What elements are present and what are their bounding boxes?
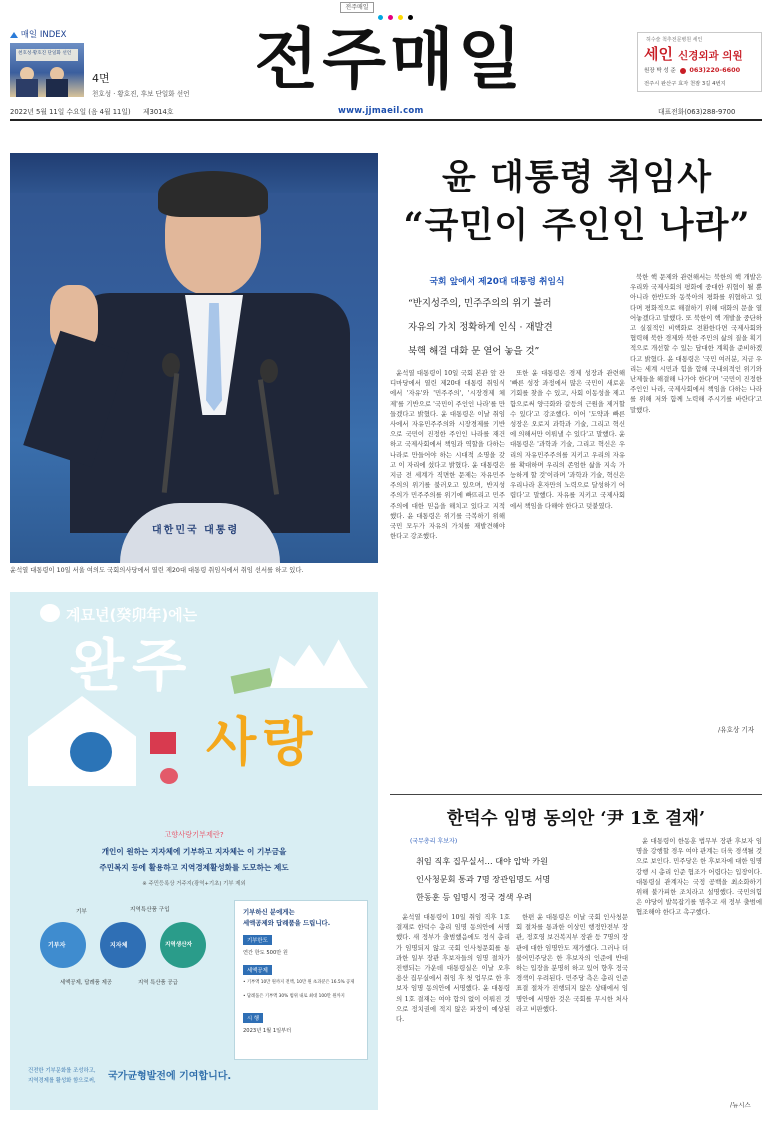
strawberry-icon [160,768,178,784]
lead-body-col-2: 또한 윤 대통령은 경제 성장과 관련해 '빠른 성장 과정에서 많은 국민이 새로운 기회를 찾을 수 있고, 사회 이동성을 제고함으로써 양극화와 갈등의 근원을 제거할 수 있다'고 강조했다. 이어 '도약과 빠른 성장은 오로지 과학과 기술, 그리고 혁신에 의해서만 이뤄낼 수 있다'고 말했다. 윤 대통령은 '과학과 기술, 그리고 혁신은 우리의 자유민주주의를 지키고 우리의 자유를 확대하며 우리의 존엄한 삶을 지속 가능하게 할 것'이라며 '과학과 기술, 혁신은 우리나라 혼자만의 노력으로 달성하기 어렵다'고 말했다. 자유를 지키고 국제사회에서 책임을 다해야 한다고 덧붙였다. [510,369,625,510]
lead-body-col-3: 북한 핵 문제와 관련해서는 북한의 핵 개발은 우리와 국제사회의 평화에 중대한 위협이 될 뿐 아니라 한반도와 동북아의 평화를 위협하고 있다며 평화적으로 해결하기 위해 대화의 문을 열어놓겠다고 말했다. 또 북한이 핵 개발을 중단하고 실질적인 비핵화로 전환한다면 국제사회와 협력해 북한 경제와 북한 주민의 삶의 질을 획기적으로 개선할 수 있는 담대한 계획을 준비하겠다고 밝혔다. 윤 대통령은 '국민 여러분, 지금 우리는 세계 시민과 힘을 합해 국내외적인 위기와 난제들을 해결해 나가야 한다'며 '국민이 진정한 주인인 나라, 국제사회에서 책임을 다하는 나라를 위해 저와 함께 노력해 주시기를 바란다'고 말했다. [630,273,762,414]
person-illustration [70,732,112,772]
lead-body-col-1: 윤석열 대통령이 10일 국회 본관 앞 잔디마당에서 열린 제20대 대통령 취임식에서 '자유'와 '민주주의', '시장경제 체제'를 기반으로 '국민이 주인인 나라'를 만들겠다고 밝혔다. 윤 대통령은 이날 취임사에서 자유민주주의와 시장경제를 기반으로 국민이 진정한 주인인 나라를 재건하고 국제사회에서 책임과 역할을 다하는 나라로 만들어야 하는 시대적 소명을 갖고 이 자리에 섰다고 밝혔다. 윤 대통령은 지금 전 세계가 직면한 문제는 자유민주주의의 위기를 불러오고 있으며, 반지성주의가 민주주의를 위기에 빠뜨리고 민주주의에 대한 믿음을 해치고 있다고 지적했다. 윤 대통령은 위기를 극복하기 위해 국민 모두가 자유의 가치를 재발견해야 한다고 강조했다. [390,369,505,541]
ad-brand-sub: 신경외과 의원 [678,50,743,62]
rabbit-icon [40,604,60,622]
benefit-box: 기부하신 분에게는 세액공제와 답례품을 드립니다. 기부한도 연간 한도 500만 원 세액공제 • 기부액 10만 원까지 전액, 10만 원 초과분은 16.5% 공제 • 답례품은 기부액 30% 범위 내로 최대 100만 원까지 시 행 2023년 1월 1일부터 [234,900,368,1060]
second-subheads: 취임 직후 집무실서… 대야 압박 카원 인사청문회 통과 7명 장관임명도 서명 한동훈 등 임명시 정국 경색 우려 [416,856,551,902]
index-box [10,30,250,102]
masthead-rule [10,119,762,121]
date-line: 2022년 5월 11일 수요일 (음 4월 11일) 제3014호 [10,108,174,116]
second-body-col-3: 윤 대통령이 한동훈 법무부 장관 후보자 임명을 강행할 경우 여야 관계는 더욱 경색될 것으로 보인다. 민주당은 한 후보자에 대한 임명 강행 시 총리 인준 협조가 어렵다는 입장이다. 대통령실 관계자는 국정 공백을 최소화하기 위해 불가피한 조치라고 설명했다. 국민의힘은 야당이 발목잡기를 멈추고 새 정부 출범에 협조해야 한다고 촉구했다. [636,837,762,917]
photo-caption: 윤석열 대통령이 10일 서울 여의도 국회의사당에서 열린 제20대 대통령 취임식에서 취임 선서를 하고 있다. [10,567,304,574]
ad-brand: 세인 [644,45,673,63]
lead-byline: /유호상 기자 [718,726,755,734]
double-chevron-icon [10,32,18,38]
second-kicker: (국무총리 후보자) [410,838,458,845]
ad-clinic[interactable]: 허수술 척추전문병원 세인 세인 신경외과 의원 원장 박 성 준 063)220-6600 전주시 완산구 효자 천잠 3길 4번지 [637,32,762,92]
lead-headline-2[interactable]: “국민이 주인인 나라” [403,205,751,246]
phone-icon [680,68,686,74]
index-label: 매일 INDEX [10,30,250,40]
index-item[interactable]: 천호성 · 황호진, 후보 단일화 선언 [92,90,190,98]
top-badge: 전주매일 [340,2,374,13]
site-url[interactable]: www.jjmaeil.com [338,106,424,116]
podium-emblem-text: 대한민국 대통령 [152,525,240,536]
second-body-col-2: 한편 윤 대통령은 이날 국회 인사청문회 절차를 통과한 이상민 행정안전부 장관, 정호영 보건복지부 장관 등 7명의 장관에 대한 임명안도 재가했다. 그러나 더불어민주당은 한 후보자의 인준에 반대하는 입장을 분명히 하고 있어 향후 정국 경색이 우려된다. 민주당 측은 총리 인준 표결 절차가 진행되지 않은 상태에서 임명안에 서명한 것은 국회를 무시한 처사라고 비판했다. [516,913,628,1013]
index-thumbnail[interactable]: 천호성·황호진 단일화 선언 [10,43,84,97]
lead-headline-1[interactable]: 윤 대통령 취임사 [441,157,713,198]
lead-subheads: “반지성주의, 민주주의의 위기 불러 자유의 가치 정확하게 인식 · 재발견 북핵 해결 대화 문 열어 놓을 것” [408,298,553,357]
second-body-col-1: 윤석열 대통령이 10일 취임 직후 1호 결재로 한덕수 총리 임명 동의안에 서명했다. 새 정부가 출범했음에도 정식 총리가 임명되지 않고 국회 인사청문회를 통과한 일부 장관 후보자들의 임명 절차가 진행되는 가운데 대통령실은 이날 오후 용산 집무실에서 취임 후 첫 업무로 한 후보자 임명 동의안에 서명했다. 윤 대통령의 1호 결재는 여야 합의 없이 이뤄진 것으로 정치권에 적지 않은 파장이 예상된다. [396,913,510,1024]
ad-wanju[interactable]: 계묘년(癸卯年)에는 완주 사랑 고향사랑기부제란? 개인이 원하는 지자체에 기부하고 지자체는 이 기부금을 주민복지 등에 활용하고 지역경제활성화를 도모하는 제도 ※ 주민등록상 거주지(광역+기초) 기부 제외 기부 지역특산품 구입 기부자 지자체 지역생산자 세액공제, 답례품 제공 지역 특산품 공급 기부하신 분에게는 세액공제와 답례품을 드립니다. 기부한도 연간 한도 500만 원 세액공제 • 기부액 10만 원까지 전액, 10만 원 초과분은 16.5% 공제 • 답례품은 기부액 30% 범위 내로 최대 100만 원까지 시 행 2023년 1월 1일부터 건전한 기부문화를 조성하고, 지역경제를 활성화 함으로써, 국가균형발전에 기여합니다. [10,592,378,1110]
main-phone: 대표전화(063)288-9700 [658,108,736,116]
money-icon [231,668,274,694]
lead-kicker: 국회 앞에서 제20대 대통령 취임식 [429,277,565,287]
second-headline[interactable]: 한덕수 임명 동의안 ‘尹 1호 결재’ [446,809,706,829]
index-page: 4면 [92,72,110,85]
masthead-title[interactable]: 전주매일 [254,21,526,98]
farm-illustration [270,634,368,688]
print-color-marks [378,5,418,11]
second-byline: /뉴시스 [730,1101,751,1109]
second-article-rule [390,794,762,795]
lead-photo[interactable] [10,153,378,563]
gift-icon [150,732,176,754]
